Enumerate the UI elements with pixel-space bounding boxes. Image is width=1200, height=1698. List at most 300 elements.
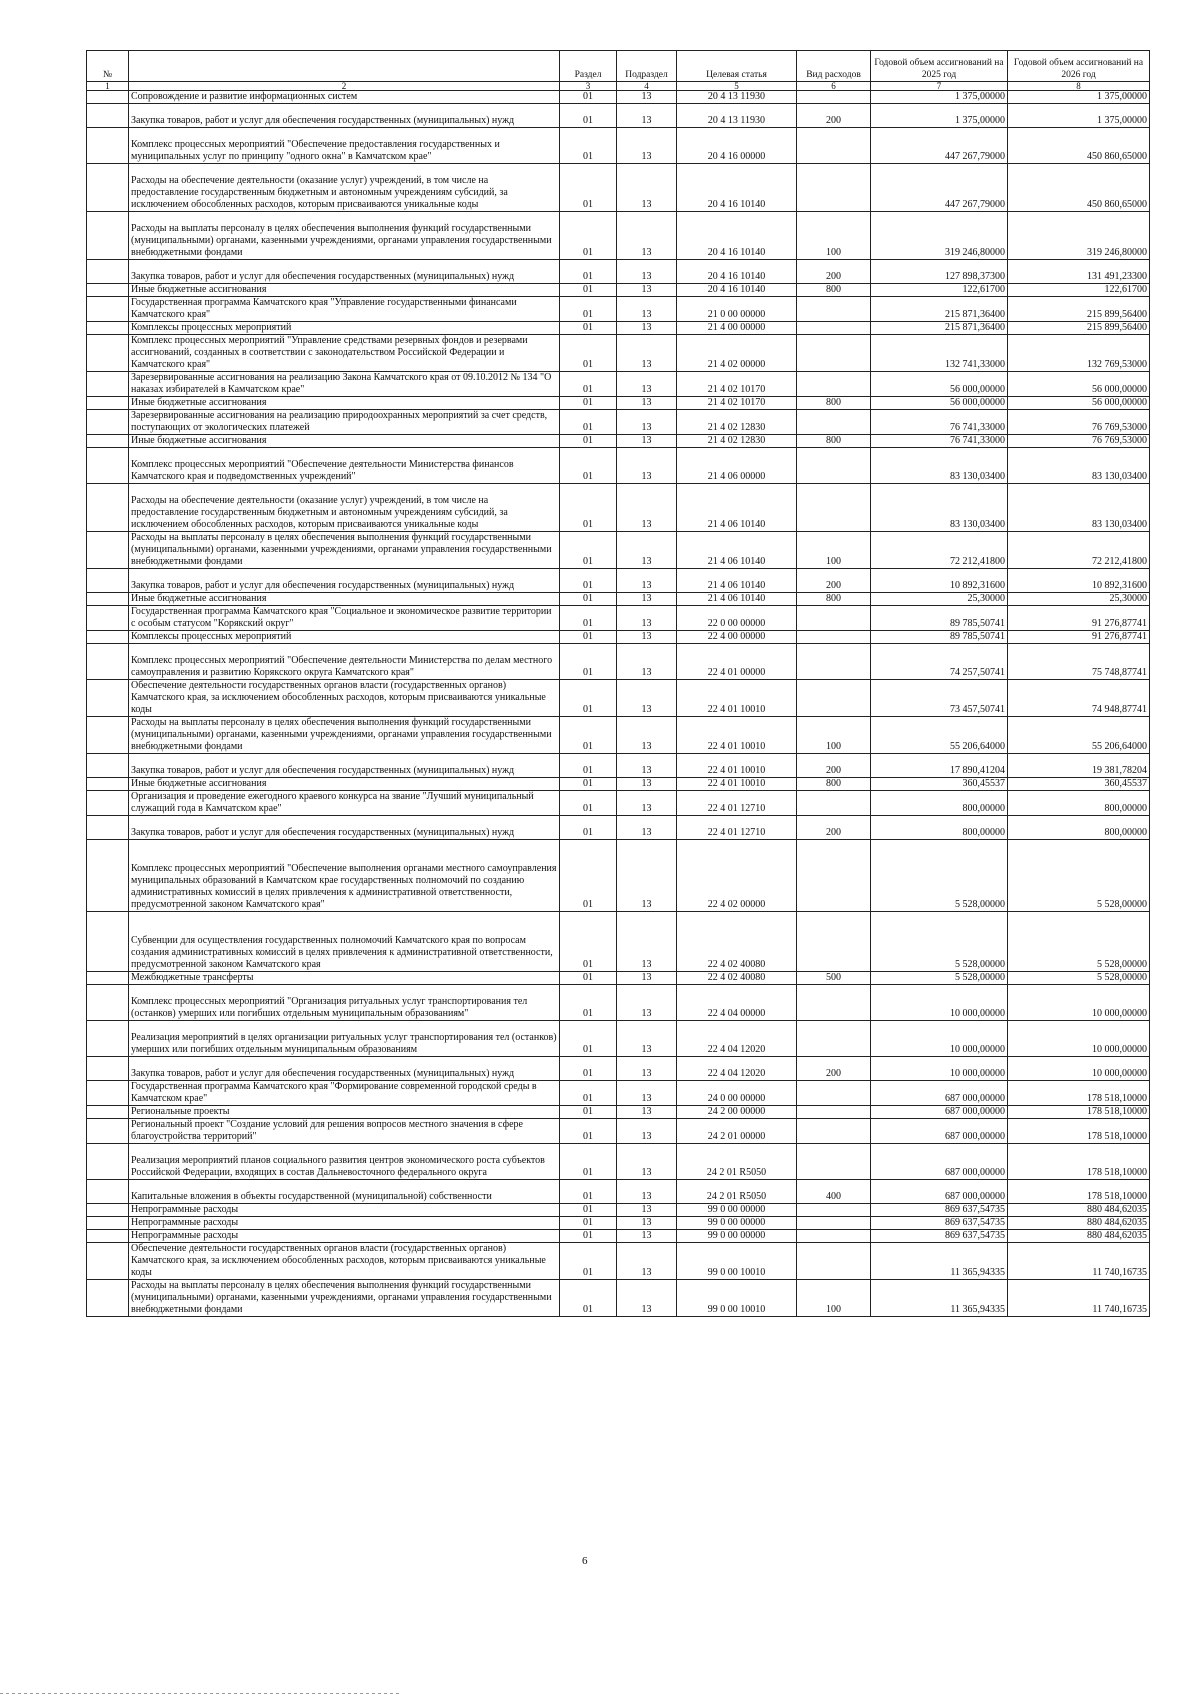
- row-amount-2026: 72 212,41800: [1008, 532, 1150, 569]
- row-number: [87, 680, 129, 717]
- row-name: Закупка товаров, работ и услуг для обеспечения государственных (муниципальных) нужд: [129, 104, 560, 128]
- column-number: 4: [617, 82, 677, 91]
- row-amount-2025: 89 785,50741: [871, 606, 1008, 631]
- row-amount-2026: 91 276,87741: [1008, 606, 1150, 631]
- row-razdel: 01: [560, 435, 617, 448]
- row-vid: 100: [797, 717, 871, 754]
- row-target: 20 4 16 10140: [677, 212, 797, 260]
- row-number: [87, 1081, 129, 1106]
- header-razdel: Раздел: [560, 51, 617, 82]
- row-amount-2026: 450 860,65000: [1008, 164, 1150, 212]
- row-vid: [797, 297, 871, 322]
- row-number: [87, 778, 129, 791]
- row-vid: [797, 164, 871, 212]
- row-name: Субвенции для осуществления государственных полномочий Камчатского края по вопросам создания административных комиссий в целях привлечения к административной ответственности, предусмотренной законом Камчатского края: [129, 912, 560, 972]
- row-amount-2026: 76 769,53000: [1008, 410, 1150, 435]
- row-podrazdel: 13: [617, 335, 677, 372]
- row-target: 21 4 06 10140: [677, 484, 797, 532]
- header-2025: Годовой объем ассигнований на 2025 год: [871, 51, 1008, 82]
- row-vid: 100: [797, 532, 871, 569]
- row-amount-2025: 25,30000: [871, 593, 1008, 606]
- row-target: 22 4 01 10010: [677, 754, 797, 778]
- row-podrazdel: 13: [617, 1180, 677, 1204]
- row-amount-2026: 10 000,00000: [1008, 1057, 1150, 1081]
- row-number: [87, 91, 129, 104]
- row-vid: [797, 1204, 871, 1217]
- row-razdel: 01: [560, 816, 617, 840]
- row-amount-2025: 11 365,94335: [871, 1280, 1008, 1317]
- row-podrazdel: 13: [617, 448, 677, 484]
- row-podrazdel: 13: [617, 1217, 677, 1230]
- row-razdel: 01: [560, 1081, 617, 1106]
- row-vid: 200: [797, 1057, 871, 1081]
- row-number: [87, 717, 129, 754]
- row-name: Реализация мероприятий планов социального развития центров экономического роста субъектов Российской Федерации, входящих в состав Дальневосточного федерального округа: [129, 1144, 560, 1180]
- row-podrazdel: 13: [617, 972, 677, 985]
- row-amount-2025: 447 267,79000: [871, 128, 1008, 164]
- row-podrazdel: 13: [617, 754, 677, 778]
- row-name: Расходы на выплаты персоналу в целях обеспечения выполнения функций государственными (муниципальными) органами, казенными учреждениями, органами управления государственными внебюджетными фондами: [129, 212, 560, 260]
- row-number: [87, 569, 129, 593]
- row-vid: [797, 606, 871, 631]
- row-target: 22 4 01 12710: [677, 816, 797, 840]
- row-target: 21 0 00 00000: [677, 297, 797, 322]
- row-name: Комплекс процессных мероприятий "Обеспечение выполнения органами местного самоуправления муниципальных образований в Камчатском крае государственных полномочий по созданию административных комиссий в целях привлечения к административной ответственности, предусмотренной законом Камчатского края": [129, 840, 560, 912]
- row-amount-2026: 800,00000: [1008, 816, 1150, 840]
- row-razdel: 01: [560, 335, 617, 372]
- table-row: [87, 448, 1150, 484]
- row-vid: [797, 1081, 871, 1106]
- row-razdel: 01: [560, 448, 617, 484]
- row-target: 99 0 00 10010: [677, 1280, 797, 1317]
- row-razdel: 01: [560, 104, 617, 128]
- row-amount-2025: 56 000,00000: [871, 397, 1008, 410]
- row-target: 99 0 00 00000: [677, 1204, 797, 1217]
- row-podrazdel: 13: [617, 1057, 677, 1081]
- row-amount-2026: 215 899,56400: [1008, 297, 1150, 322]
- column-number: 5: [677, 82, 797, 91]
- table-row: [87, 1021, 1150, 1057]
- row-name: Комплекс процессных мероприятий "Обеспечение предоставления государственных и муниципальных услуг по принципу "одного окна" в Камчатском крае": [129, 128, 560, 164]
- row-vid: [797, 985, 871, 1021]
- row-target: 21 4 02 12830: [677, 435, 797, 448]
- row-amount-2026: 800,00000: [1008, 791, 1150, 816]
- row-number: [87, 816, 129, 840]
- row-amount-2026: 1 375,00000: [1008, 91, 1150, 104]
- table-row: [87, 631, 1150, 644]
- row-name: Непрограммные расходы: [129, 1230, 560, 1243]
- row-number: [87, 1144, 129, 1180]
- row-number: [87, 593, 129, 606]
- row-razdel: 01: [560, 1204, 617, 1217]
- row-razdel: 01: [560, 260, 617, 284]
- row-amount-2025: 869 637,54735: [871, 1217, 1008, 1230]
- row-target: 21 4 02 10170: [677, 372, 797, 397]
- row-razdel: 01: [560, 1021, 617, 1057]
- table-row: [87, 1217, 1150, 1230]
- table-row: [87, 1280, 1150, 1317]
- row-razdel: 01: [560, 606, 617, 631]
- row-amount-2026: 91 276,87741: [1008, 631, 1150, 644]
- row-podrazdel: 13: [617, 606, 677, 631]
- row-amount-2026: 5 528,00000: [1008, 912, 1150, 972]
- row-number: [87, 791, 129, 816]
- row-podrazdel: 13: [617, 128, 677, 164]
- row-name: Расходы на обеспечение деятельности (оказание услуг) учреждений, в том числе на предоставление государственным бюджетным и автономным учреждениям субсидий, за исключением обособленных расходов, которым присваиваются уникальные коды: [129, 164, 560, 212]
- table-row: [87, 1057, 1150, 1081]
- row-amount-2026: 178 518,10000: [1008, 1144, 1150, 1180]
- row-amount-2026: 122,61700: [1008, 284, 1150, 297]
- row-amount-2026: 56 000,00000: [1008, 372, 1150, 397]
- table-row: [87, 680, 1150, 717]
- row-target: 24 2 00 00000: [677, 1106, 797, 1119]
- table-row: [87, 1106, 1150, 1119]
- row-amount-2025: 10 000,00000: [871, 1021, 1008, 1057]
- row-podrazdel: 13: [617, 372, 677, 397]
- row-vid: [797, 680, 871, 717]
- table-row: [87, 754, 1150, 778]
- row-amount-2026: 880 484,62035: [1008, 1230, 1150, 1243]
- table-row: [87, 484, 1150, 532]
- row-target: 22 4 04 12020: [677, 1057, 797, 1081]
- row-vid: [797, 644, 871, 680]
- row-vid: [797, 484, 871, 532]
- row-name: Иные бюджетные ассигнования: [129, 778, 560, 791]
- table-row: [87, 972, 1150, 985]
- row-razdel: 01: [560, 1217, 617, 1230]
- table-row: [87, 717, 1150, 754]
- row-razdel: 01: [560, 1280, 617, 1317]
- row-number: [87, 606, 129, 631]
- budget-table: [86, 50, 1150, 1317]
- row-target: 22 4 01 10010: [677, 680, 797, 717]
- row-name: Расходы на выплаты персоналу в целях обеспечения выполнения функций государственными (муниципальными) органами, казенными учреждениями, органами управления государственными внебюджетными фондами: [129, 717, 560, 754]
- row-target: 22 4 01 10010: [677, 778, 797, 791]
- column-number: 8: [1008, 82, 1150, 91]
- table-row: [87, 985, 1150, 1021]
- row-razdel: 01: [560, 322, 617, 335]
- table-row: [87, 297, 1150, 322]
- row-name: Закупка товаров, работ и услуг для обеспечения государственных (муниципальных) нужд: [129, 1057, 560, 1081]
- row-podrazdel: 13: [617, 985, 677, 1021]
- table-row: [87, 791, 1150, 816]
- row-amount-2026: 178 518,10000: [1008, 1180, 1150, 1204]
- row-name: Закупка товаров, работ и услуг для обеспечения государственных (муниципальных) нужд: [129, 569, 560, 593]
- row-name: Региональный проект "Создание условий для решения вопросов местного значения в сфере благоустройства территорий": [129, 1119, 560, 1144]
- row-razdel: 01: [560, 778, 617, 791]
- row-number: [87, 297, 129, 322]
- row-amount-2025: 869 637,54735: [871, 1230, 1008, 1243]
- row-target: 22 4 04 00000: [677, 985, 797, 1021]
- row-razdel: 01: [560, 644, 617, 680]
- row-name: Обеспечение деятельности государственных органов власти (государственных органов) Камчатского края, за исключением обособленных расходов, которым присваиваются уникальные коды: [129, 680, 560, 717]
- row-number: [87, 284, 129, 297]
- row-vid: 200: [797, 104, 871, 128]
- row-podrazdel: 13: [617, 410, 677, 435]
- table-row: [87, 1204, 1150, 1217]
- table-row: [87, 816, 1150, 840]
- row-target: 24 0 00 00000: [677, 1081, 797, 1106]
- row-name: Реализация мероприятий в целях организации ритуальных услуг транспортирования тел (останков) умерших или погибших отдельным муниципальным образованиям: [129, 1021, 560, 1057]
- row-podrazdel: 13: [617, 397, 677, 410]
- row-amount-2025: 5 528,00000: [871, 972, 1008, 985]
- row-number: [87, 397, 129, 410]
- row-amount-2025: 215 871,36400: [871, 322, 1008, 335]
- row-razdel: 01: [560, 164, 617, 212]
- row-target: 20 4 16 10140: [677, 164, 797, 212]
- scan-edge-line: [0, 1693, 400, 1694]
- row-amount-2025: 11 365,94335: [871, 1243, 1008, 1280]
- row-podrazdel: 13: [617, 484, 677, 532]
- row-razdel: 01: [560, 1230, 617, 1243]
- row-name: Региональные проекты: [129, 1106, 560, 1119]
- row-podrazdel: 13: [617, 1204, 677, 1217]
- row-amount-2025: 10 892,31600: [871, 569, 1008, 593]
- row-name: Комплекс процессных мероприятий "Управление средствами резервных фондов и резервами ассигнований, созданных в соответствии с законодательством Российской Федерации и Камчатского края": [129, 335, 560, 372]
- row-podrazdel: 13: [617, 284, 677, 297]
- row-name: Организация и проведение ежегодного краевого конкурса на звание "Лучший муниципальный служащий года в Камчатском крае": [129, 791, 560, 816]
- table-row: [87, 372, 1150, 397]
- row-vid: [797, 631, 871, 644]
- row-vid: 200: [797, 816, 871, 840]
- row-podrazdel: 13: [617, 322, 677, 335]
- row-vid: [797, 1243, 871, 1280]
- table-row: [87, 644, 1150, 680]
- row-amount-2025: 5 528,00000: [871, 912, 1008, 972]
- row-vid: [797, 372, 871, 397]
- row-amount-2026: 450 860,65000: [1008, 128, 1150, 164]
- row-amount-2025: 10 000,00000: [871, 1057, 1008, 1081]
- row-number: [87, 260, 129, 284]
- row-amount-2025: 5 528,00000: [871, 840, 1008, 912]
- table-row: [87, 435, 1150, 448]
- row-amount-2025: 17 890,41204: [871, 754, 1008, 778]
- row-name: Комплексы процессных мероприятий: [129, 631, 560, 644]
- row-number: [87, 1243, 129, 1280]
- row-target: 22 4 01 10010: [677, 717, 797, 754]
- row-vid: 400: [797, 1180, 871, 1204]
- row-razdel: 01: [560, 631, 617, 644]
- row-number: [87, 1106, 129, 1119]
- row-amount-2025: 869 637,54735: [871, 1204, 1008, 1217]
- column-number-row: [87, 82, 1150, 91]
- row-podrazdel: 13: [617, 435, 677, 448]
- row-target: 22 0 00 00000: [677, 606, 797, 631]
- row-podrazdel: 13: [617, 631, 677, 644]
- row-number: [87, 631, 129, 644]
- row-target: 22 4 02 40080: [677, 912, 797, 972]
- row-amount-2025: 215 871,36400: [871, 297, 1008, 322]
- column-number: 6: [797, 82, 871, 91]
- row-amount-2026: 10 000,00000: [1008, 1021, 1150, 1057]
- row-number: [87, 335, 129, 372]
- table-row: [87, 1180, 1150, 1204]
- row-razdel: 01: [560, 484, 617, 532]
- row-razdel: 01: [560, 532, 617, 569]
- row-amount-2026: 83 130,03400: [1008, 484, 1150, 532]
- row-amount-2026: 10 892,31600: [1008, 569, 1150, 593]
- row-amount-2026: 74 948,87741: [1008, 680, 1150, 717]
- row-target: 21 4 06 10140: [677, 532, 797, 569]
- header-vid: Вид расходов: [797, 51, 871, 82]
- row-razdel: 01: [560, 1119, 617, 1144]
- row-name: Закупка товаров, работ и услуг для обеспечения государственных (муниципальных) нужд: [129, 816, 560, 840]
- row-razdel: 01: [560, 128, 617, 164]
- row-amount-2026: 360,45537: [1008, 778, 1150, 791]
- row-amount-2026: 11 740,16735: [1008, 1280, 1150, 1317]
- row-amount-2026: 880 484,62035: [1008, 1217, 1150, 1230]
- table-row: [87, 260, 1150, 284]
- row-number: [87, 435, 129, 448]
- column-number: 3: [560, 82, 617, 91]
- row-name: Расходы на обеспечение деятельности (оказание услуг) учреждений, в том числе на предоставление государственным бюджетным и автономным учреждениям субсидий, за исключением обособленных расходов, которым присваиваются уникальные коды: [129, 484, 560, 532]
- row-podrazdel: 13: [617, 104, 677, 128]
- row-target: 20 4 13 11930: [677, 104, 797, 128]
- row-amount-2026: 215 899,56400: [1008, 322, 1150, 335]
- row-amount-2025: 687 000,00000: [871, 1081, 1008, 1106]
- row-razdel: 01: [560, 593, 617, 606]
- row-amount-2026: 76 769,53000: [1008, 435, 1150, 448]
- row-vid: 800: [797, 778, 871, 791]
- row-razdel: 01: [560, 284, 617, 297]
- row-razdel: 01: [560, 912, 617, 972]
- row-number: [87, 985, 129, 1021]
- row-vid: [797, 1119, 871, 1144]
- table-row: [87, 1144, 1150, 1180]
- row-amount-2026: 75 748,87741: [1008, 644, 1150, 680]
- table-row: [87, 128, 1150, 164]
- row-vid: [797, 1106, 871, 1119]
- row-razdel: 01: [560, 985, 617, 1021]
- row-number: [87, 1204, 129, 1217]
- row-podrazdel: 13: [617, 791, 677, 816]
- row-name: Сопровождение и развитие информационных систем: [129, 91, 560, 104]
- row-amount-2025: 122,61700: [871, 284, 1008, 297]
- column-number: 1: [87, 82, 129, 91]
- row-vid: [797, 322, 871, 335]
- row-number: [87, 322, 129, 335]
- row-number: [87, 372, 129, 397]
- row-podrazdel: 13: [617, 1144, 677, 1180]
- row-target: 21 4 02 00000: [677, 335, 797, 372]
- row-vid: 200: [797, 260, 871, 284]
- row-amount-2026: 131 491,23300: [1008, 260, 1150, 284]
- row-amount-2025: 10 000,00000: [871, 985, 1008, 1021]
- row-podrazdel: 13: [617, 593, 677, 606]
- row-podrazdel: 13: [617, 717, 677, 754]
- row-amount-2026: 1 375,00000: [1008, 104, 1150, 128]
- row-name: Непрограммные расходы: [129, 1204, 560, 1217]
- row-target: 22 4 01 00000: [677, 644, 797, 680]
- row-target: 21 4 02 12830: [677, 410, 797, 435]
- row-razdel: 01: [560, 372, 617, 397]
- row-podrazdel: 13: [617, 212, 677, 260]
- row-number: [87, 1280, 129, 1317]
- row-vid: 200: [797, 569, 871, 593]
- row-podrazdel: 13: [617, 1230, 677, 1243]
- row-amount-2025: 687 000,00000: [871, 1106, 1008, 1119]
- row-amount-2025: 687 000,00000: [871, 1180, 1008, 1204]
- row-number: [87, 1119, 129, 1144]
- header-name: [129, 51, 560, 82]
- row-podrazdel: 13: [617, 1243, 677, 1280]
- row-name: Закупка товаров, работ и услуг для обеспечения государственных (муниципальных) нужд: [129, 754, 560, 778]
- row-vid: 200: [797, 754, 871, 778]
- row-number: [87, 212, 129, 260]
- row-target: 20 4 16 10140: [677, 260, 797, 284]
- table-body: [87, 91, 1150, 1317]
- row-podrazdel: 13: [617, 778, 677, 791]
- row-target: 99 0 00 10010: [677, 1243, 797, 1280]
- row-number: [87, 164, 129, 212]
- table-row: [87, 593, 1150, 606]
- table-row: [87, 606, 1150, 631]
- row-number: [87, 410, 129, 435]
- row-name: Закупка товаров, работ и услуг для обеспечения государственных (муниципальных) нужд: [129, 260, 560, 284]
- row-name: Иные бюджетные ассигнования: [129, 593, 560, 606]
- row-razdel: 01: [560, 840, 617, 912]
- row-vid: [797, 791, 871, 816]
- row-name: Иные бюджетные ассигнования: [129, 397, 560, 410]
- row-vid: 100: [797, 1280, 871, 1317]
- row-target: 99 0 00 00000: [677, 1217, 797, 1230]
- table-row: [87, 840, 1150, 912]
- row-razdel: 01: [560, 754, 617, 778]
- table-row: [87, 912, 1150, 972]
- row-name: Комплексы процессных мероприятий: [129, 322, 560, 335]
- row-name: Расходы на выплаты персоналу в целях обеспечения выполнения функций государственными (муниципальными) органами, казенными учреждениями, органами управления государственными внебюджетными фондами: [129, 532, 560, 569]
- row-amount-2025: 319 246,80000: [871, 212, 1008, 260]
- row-amount-2026: 10 000,00000: [1008, 985, 1150, 1021]
- row-target: 24 2 01 R5050: [677, 1144, 797, 1180]
- row-podrazdel: 13: [617, 644, 677, 680]
- row-number: [87, 128, 129, 164]
- row-target: 21 4 06 10140: [677, 593, 797, 606]
- row-podrazdel: 13: [617, 569, 677, 593]
- table-row: [87, 410, 1150, 435]
- row-target: 21 4 02 10170: [677, 397, 797, 410]
- row-amount-2025: 132 741,33000: [871, 335, 1008, 372]
- row-amount-2025: 687 000,00000: [871, 1119, 1008, 1144]
- row-amount-2026: 83 130,03400: [1008, 448, 1150, 484]
- column-number: 2: [129, 82, 560, 91]
- row-name: Иные бюджетные ассигнования: [129, 435, 560, 448]
- table-row: [87, 335, 1150, 372]
- row-amount-2026: 5 528,00000: [1008, 840, 1150, 912]
- row-amount-2026: 55 206,64000: [1008, 717, 1150, 754]
- row-podrazdel: 13: [617, 532, 677, 569]
- column-number: 7: [871, 82, 1008, 91]
- row-amount-2026: 319 246,80000: [1008, 212, 1150, 260]
- row-number: [87, 484, 129, 532]
- row-name: Иные бюджетные ассигнования: [129, 284, 560, 297]
- row-razdel: 01: [560, 297, 617, 322]
- row-amount-2025: 73 457,50741: [871, 680, 1008, 717]
- row-vid: [797, 840, 871, 912]
- row-razdel: 01: [560, 212, 617, 260]
- table-row: [87, 778, 1150, 791]
- row-target: 21 4 06 10140: [677, 569, 797, 593]
- row-amount-2025: 800,00000: [871, 816, 1008, 840]
- row-vid: 800: [797, 593, 871, 606]
- row-number: [87, 104, 129, 128]
- row-amount-2025: 72 212,41800: [871, 532, 1008, 569]
- table-row: [87, 1230, 1150, 1243]
- row-razdel: 01: [560, 1057, 617, 1081]
- row-razdel: 01: [560, 1243, 617, 1280]
- header-no: №: [87, 51, 129, 82]
- row-name: Государственная программа Камчатского края "Социальное и экономическое развитие территории с особым статусом "Корякский округ": [129, 606, 560, 631]
